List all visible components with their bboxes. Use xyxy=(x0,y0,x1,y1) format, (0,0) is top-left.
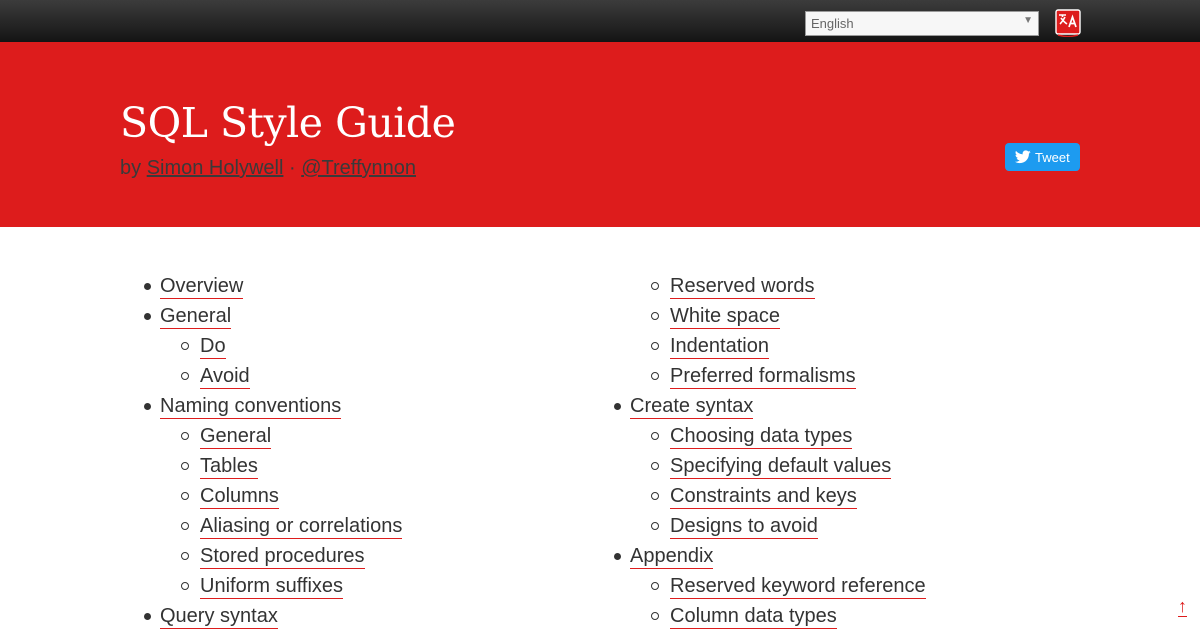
bullet-circle xyxy=(181,372,189,380)
toc-link-overview[interactable]: Overview xyxy=(160,275,244,297)
language-select-value: English xyxy=(811,16,854,31)
toc-link-choosing-data-types[interactable]: Choosing data types xyxy=(670,425,853,447)
toc-item[interactable] xyxy=(670,454,891,478)
author-link[interactable]: Simon Holywell xyxy=(146,157,284,179)
bullet-disc xyxy=(144,283,151,290)
bullet-circle xyxy=(651,492,659,500)
bullet-circle xyxy=(181,552,189,560)
toc-item[interactable] xyxy=(670,364,856,388)
bullet-circle xyxy=(651,372,659,380)
bullet-circle xyxy=(651,612,659,620)
toc-link-designs-to-avoid[interactable]: Designs to avoid xyxy=(670,515,818,537)
toc-item[interactable] xyxy=(670,274,815,298)
byline-prefix: by xyxy=(120,157,142,179)
toc-link-uniform-suffixes[interactable]: Uniform suffixes xyxy=(200,575,344,597)
toc-link-reserved-words[interactable]: Reserved words xyxy=(670,275,815,297)
bullet-circle xyxy=(651,522,659,530)
tweet-button[interactable] xyxy=(1005,143,1080,171)
bullet-circle xyxy=(181,432,189,440)
toc-link-naming-general[interactable]: General xyxy=(200,425,272,447)
toc-link-do[interactable]: Do xyxy=(200,335,226,357)
toc-item[interactable] xyxy=(200,334,226,358)
toc-item[interactable] xyxy=(160,394,341,418)
bullet-disc xyxy=(144,313,151,320)
bullet-circle xyxy=(181,522,189,530)
toc-link-avoid[interactable]: Avoid xyxy=(200,365,250,387)
header-banner xyxy=(0,42,1200,227)
bullet-circle xyxy=(181,342,189,350)
toc-link-general[interactable]: General xyxy=(160,305,232,327)
twitter-bird-icon xyxy=(1015,150,1031,164)
byline-separator: · xyxy=(288,157,296,179)
toc-item[interactable] xyxy=(200,484,279,508)
bullet-circle xyxy=(651,312,659,320)
toc-item[interactable] xyxy=(160,604,278,628)
toc-item[interactable] xyxy=(200,454,258,478)
toc-item[interactable] xyxy=(630,544,713,568)
toc-link-preferred-formalisms[interactable]: Preferred formalisms xyxy=(670,365,856,387)
bullet-disc xyxy=(144,613,151,620)
toc-item[interactable] xyxy=(670,574,926,598)
toc-link-tables[interactable]: Tables xyxy=(200,455,258,477)
toc-link-reserved-keyword-reference[interactable]: Reserved keyword reference xyxy=(670,575,926,597)
toc-item[interactable] xyxy=(670,424,852,448)
bullet-disc xyxy=(144,403,151,410)
bullet-circle xyxy=(651,282,659,290)
bullet-disc xyxy=(614,553,621,560)
language-select[interactable] xyxy=(805,11,1039,36)
toc-link-stored-procedures[interactable]: Stored procedures xyxy=(200,545,365,567)
toc-item[interactable] xyxy=(670,514,818,538)
toc-link-query-syntax[interactable]: Query syntax xyxy=(160,605,278,627)
toc-link-aliasing[interactable]: Aliasing or correlations xyxy=(200,515,403,537)
toc-item[interactable] xyxy=(200,424,271,448)
translate-icon[interactable] xyxy=(1055,9,1081,37)
bullet-disc xyxy=(614,403,621,410)
chevron-down-icon: ▼ xyxy=(1023,15,1033,26)
toc-item[interactable] xyxy=(160,304,231,328)
toc-item[interactable] xyxy=(160,274,243,298)
toc-item[interactable] xyxy=(200,544,365,568)
toc-link-naming-conventions[interactable]: Naming conventions xyxy=(160,395,342,417)
top-bar xyxy=(0,0,1200,42)
toc-item[interactable] xyxy=(200,574,343,598)
bullet-circle xyxy=(181,492,189,500)
toc-link-column-data-types[interactable]: Column data types xyxy=(670,605,837,627)
toc-item[interactable] xyxy=(670,484,857,508)
twitter-handle-link[interactable]: @Treffynnon xyxy=(301,157,417,179)
toc-item[interactable] xyxy=(670,604,837,628)
toc-link-default-values[interactable]: Specifying default values xyxy=(670,455,892,477)
toc-link-indentation[interactable]: Indentation xyxy=(670,335,769,357)
toc-item[interactable] xyxy=(200,364,250,388)
toc-link-create-syntax[interactable]: Create syntax xyxy=(630,395,754,417)
bullet-circle xyxy=(651,342,659,350)
back-to-top-link[interactable]: ↑ xyxy=(1178,596,1187,616)
toc-link-constraints-keys[interactable]: Constraints and keys xyxy=(670,485,857,507)
byline xyxy=(120,156,416,180)
toc-link-appendix[interactable]: Appendix xyxy=(630,545,714,567)
toc-link-white-space[interactable]: White space xyxy=(670,305,781,327)
tweet-label: Tweet xyxy=(1035,149,1070,165)
bullet-circle xyxy=(651,582,659,590)
bullet-circle xyxy=(181,462,189,470)
page-title: SQL Style Guide xyxy=(120,99,456,147)
bullet-circle xyxy=(651,432,659,440)
bullet-circle xyxy=(651,462,659,470)
bullet-circle xyxy=(181,582,189,590)
toc-item[interactable] xyxy=(630,394,753,418)
toc-item[interactable] xyxy=(200,514,402,538)
toc-link-columns[interactable]: Columns xyxy=(200,485,279,507)
toc-item[interactable] xyxy=(670,334,769,358)
toc-item[interactable] xyxy=(670,304,780,328)
